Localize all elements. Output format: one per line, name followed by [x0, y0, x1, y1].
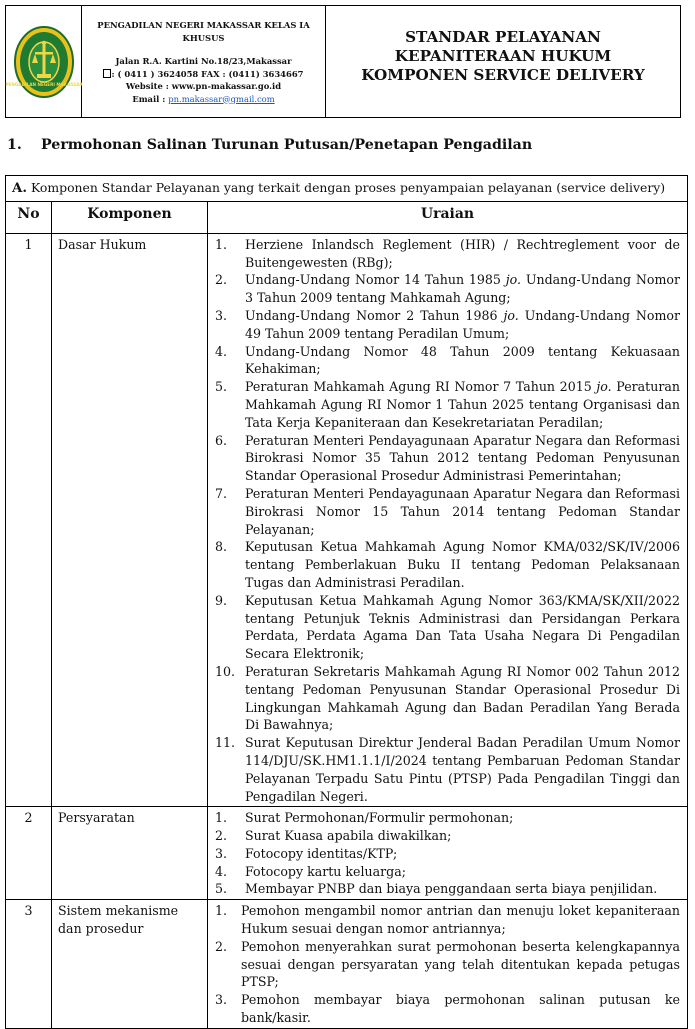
row-uraian — [208, 807, 688, 900]
col-header-komponen: Komponen — [52, 201, 208, 233]
court-address: Jalan R.A. Kartini No.18/23,Makassar — [115, 56, 292, 66]
list-item: 4. Fotocopy kartu keluarga; — [215, 863, 406, 879]
list-item: 1. Herziene Inlandsch Reglement (HIR) / Rechtreglement voor de Buitengewesten (RBg); — [215, 236, 681, 270]
list-item: 2. Surat Kuasa apabila diwakilkan; — [215, 828, 452, 844]
uraian-list — [215, 809, 680, 898]
list-item: 1. Surat Permohonan/Formulir permohonan; — [215, 810, 514, 826]
court-address-block — [82, 6, 326, 117]
row-number: 2 — [6, 807, 52, 900]
court-name: PENGADILAN NEGERI MAKASSAR KELAS IA KHUSUS — [97, 20, 310, 43]
col-header-no: No — [6, 201, 52, 233]
list-item: 1. Pemohon mengambil nomor antrian dan menuju loket kepaniteraan Hukum sesuai dengan nomor antriannya; — [215, 903, 681, 937]
court-phone-fax — [82, 68, 325, 81]
table-section-cell — [6, 176, 688, 202]
logo-text: PENGADILAN NEGERI MAKASSAR — [4, 81, 83, 87]
row-komponen: Dasar Hukum — [52, 233, 208, 807]
list-item: 3. Undang-Undang Nomor 2 Tahun 1986 jo. Undang-Undang Nomor 49 Tahun 2009 tentang Peradilan Umum; — [215, 307, 681, 341]
row-number: 1 — [6, 233, 52, 807]
col-header-uraian: Uraian — [208, 201, 688, 233]
row-uraian — [208, 233, 688, 807]
table-row — [6, 807, 688, 900]
section-title: Permohonan Salinan Turunan Putusan/Penetapan Pengadilan — [41, 137, 533, 153]
row-number: 3 — [6, 900, 52, 1029]
list-item: 5. Peraturan Mahkamah Agung RI Nomor 7 Tahun 2015 jo. Peraturan Mahkamah Agung RI Nomor 1 Tahun 2025 tentang Organisasi dan Tata Kerja Kepaniteraan dan Kesekretariatan Peradilan; — [215, 379, 681, 430]
table-row — [6, 233, 688, 807]
section-letter: A. — [12, 180, 28, 196]
court-email — [82, 93, 325, 106]
list-item: 4. Undang-Undang Nomor 48 Tahun 2009 tentang Kekuasaan Kehakiman; — [215, 343, 681, 377]
list-item: 9. Keputusan Ketua Mahkamah Agung Nomor 363/KMA/SK/XII/2022 tentang Petunjuk Teknis Administrasi dan Persidangan Perkara Perdata, Perdata Agama Dan Tata Usaha Negara Di Pengadilan Secara Elektronik; — [215, 592, 681, 662]
title-line-1: STANDAR PELAYANAN — [405, 28, 601, 46]
title-line-3: KOMPONEN SERVICE DELIVERY — [361, 66, 645, 84]
list-item: 6. Peraturan Menteri Pendayagunaan Aparatur Negara dan Reformasi Birokrasi Nomor 35 Tahun 2012 tentang Pedoman Penyusunan Standar Operasional Prosedur Administrasi Pemerintahan; — [215, 432, 681, 484]
email-link[interactable]: pn.makassar@gmail.com — [168, 93, 275, 104]
letterhead — [5, 5, 681, 118]
service-standard-table — [5, 175, 688, 1029]
title-line-2: KEPANITERAAN HUKUM — [394, 47, 612, 65]
list-item: 2. Undang-Undang Nomor 14 Tahun 1985 jo. Undang-Undang Nomor 3 Tahun 2009 tentang Mahkamah Agung; — [215, 272, 681, 306]
logo-cell — [6, 6, 82, 117]
section-number: 1. — [7, 137, 22, 153]
list-item: 3. Pemohon membayar biaya permohonan salinan putusan ke bank/kasir. — [215, 992, 681, 1026]
list-item: 5. Membayar PNBP dan biaya penggandaan serta biaya penjilidan. — [215, 881, 658, 897]
list-item: 11. Surat Keputusan Direktur Jenderal Badan Peradilan Umum Nomor 114/DJU/SK.HM1.1.1/I/2024 tentang Pembaruan Pedoman Standar Pelayanan Terpadu Satu Pintu (PTSP) Pada Pengadilan Tinggi dan Pengadilan Negeri. — [215, 735, 681, 804]
list-item: 10. Peraturan Sekretaris Mahkamah Agung RI Nomor 002 Tahun 2012 tentang Pedoman Penyusunan Standar Operasional Prosedur Di Lingkungan Mahkamah Agung dan Badan Peradilan Yang Berada Di Bawahnya; — [215, 663, 681, 733]
court-emblem-logo — [4, 25, 83, 99]
uraian-list — [215, 236, 680, 806]
section-heading — [7, 137, 532, 153]
uraian-list — [215, 902, 680, 1027]
list-item: 2. Pemohon menyerahkan surat permohonan beserta kelengkapannya sesuai dengan persyaratan yang telah ditentukan kepada petugas PTSP; — [215, 938, 681, 990]
court-website: Website : www.pn-makassar.go.id — [125, 81, 282, 91]
list-item: 7. Peraturan Menteri Pendayagunaan Aparatur Negara dan Reformasi Birokrasi Nomor 15 Tahun 2014 tentang Pedoman Standar Pelayanan; — [215, 485, 681, 537]
email-label: Email : — [132, 93, 169, 104]
row-uraian — [208, 900, 688, 1029]
document-title — [326, 6, 680, 117]
table-row — [6, 900, 688, 1029]
phone-fax-text: : ( 0411 ) 3624058 FAX : (0411) 3634667 — [111, 68, 304, 79]
list-item: 3. Fotocopy identitas/KTP; — [215, 845, 398, 861]
row-komponen: Persyaratan — [52, 807, 208, 900]
list-item: 8. Keputusan Ketua Mahkamah Agung Nomor KMA/032/SK/IV/2006 tentang Pemberlakuan Buku II tentang Pedoman Pelaksanaan Tugas dan Administrasi Peradilan. — [215, 539, 681, 590]
table-section-row — [6, 176, 688, 202]
section-label: Komponen Standar Pelayanan yang terkait dengan proses penyampaian pelayanan (service delivery) — [27, 180, 666, 195]
row-komponen: Sistem mekanisme dan prosedur — [52, 900, 208, 1029]
table-header-row — [6, 201, 688, 233]
